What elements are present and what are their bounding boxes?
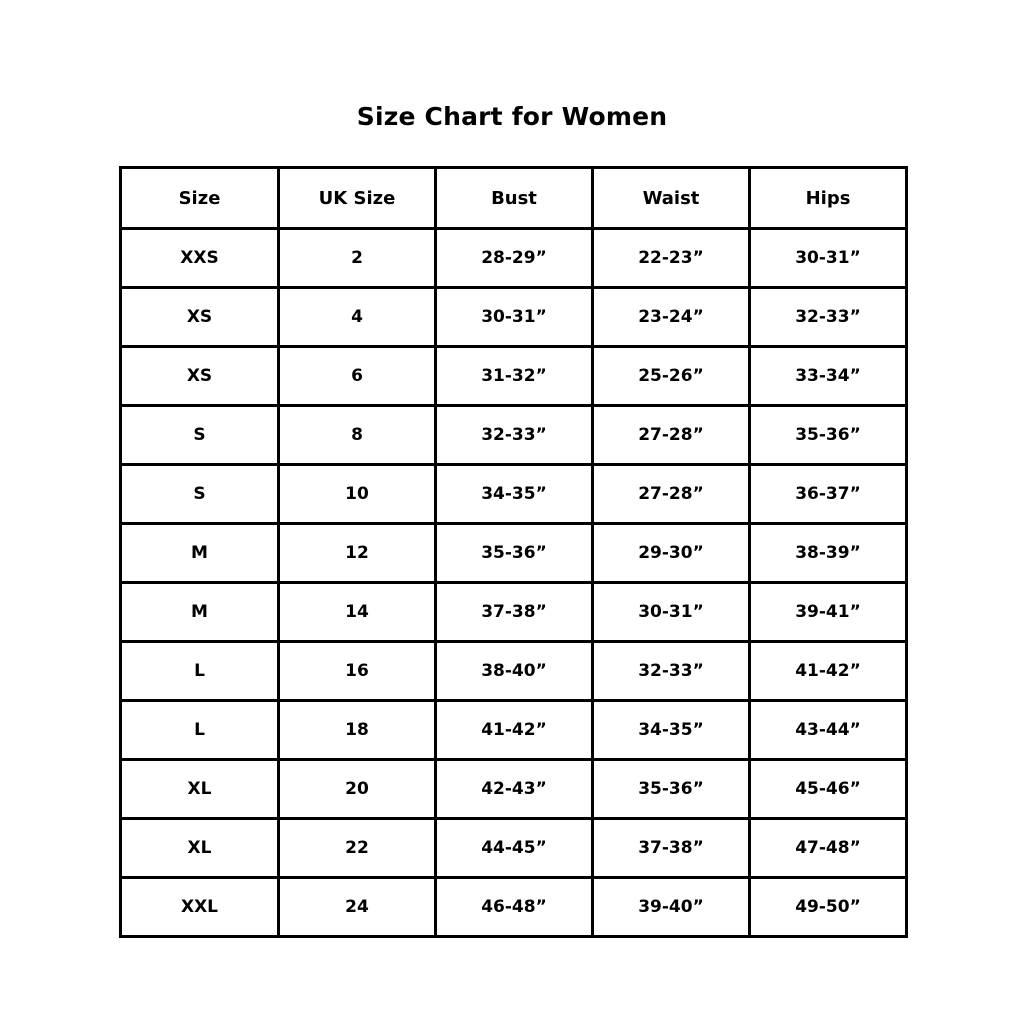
table-cell: 47-48”	[750, 819, 907, 878]
table-row	[121, 465, 907, 524]
table-cell: 35-36”	[436, 524, 593, 583]
page-title: Size Chart for Women	[356, 102, 668, 131]
table-cell: 45-46”	[750, 760, 907, 819]
table-cell: 35-36”	[750, 406, 907, 465]
table-cell: M	[121, 524, 279, 583]
table-cell: 12	[279, 524, 436, 583]
table-row	[121, 288, 907, 347]
column-header: Waist	[593, 168, 750, 229]
table-cell: 38-39”	[750, 524, 907, 583]
table-cell: 32-33”	[436, 406, 593, 465]
table-cell: 37-38”	[436, 583, 593, 642]
table-cell: 25-26”	[593, 347, 750, 406]
table-cell: XXS	[121, 229, 279, 288]
table-cell: 29-30”	[593, 524, 750, 583]
table-cell: 35-36”	[593, 760, 750, 819]
table-cell: 31-32”	[436, 347, 593, 406]
table-cell: XXL	[121, 878, 279, 937]
table-cell: 34-35”	[436, 465, 593, 524]
table-cell: 30-31”	[593, 583, 750, 642]
table-cell: 32-33”	[593, 642, 750, 701]
column-header: Size	[121, 168, 279, 229]
table-cell: 24	[279, 878, 436, 937]
table-row	[121, 878, 907, 937]
column-header: UK Size	[279, 168, 436, 229]
table-cell: 41-42”	[750, 642, 907, 701]
table-cell: 30-31”	[750, 229, 907, 288]
table-cell: 34-35”	[593, 701, 750, 760]
table-cell: XL	[121, 760, 279, 819]
table-cell: XS	[121, 347, 279, 406]
table-cell: XS	[121, 288, 279, 347]
table-cell: 49-50”	[750, 878, 907, 937]
table-cell: 6	[279, 347, 436, 406]
table-cell: S	[121, 406, 279, 465]
table-row	[121, 347, 907, 406]
table-cell: 43-44”	[750, 701, 907, 760]
table-cell: 46-48”	[436, 878, 593, 937]
table-cell: M	[121, 583, 279, 642]
table-cell: 4	[279, 288, 436, 347]
table-cell: 32-33”	[750, 288, 907, 347]
table-cell: 18	[279, 701, 436, 760]
size-chart-table-container	[119, 166, 905, 938]
table-cell: 30-31”	[436, 288, 593, 347]
table-row	[121, 642, 907, 701]
table-cell: 39-40”	[593, 878, 750, 937]
table-cell: 2	[279, 229, 436, 288]
table-cell: 23-24”	[593, 288, 750, 347]
table-cell: 28-29”	[436, 229, 593, 288]
table-cell: 27-28”	[593, 406, 750, 465]
table-cell: 8	[279, 406, 436, 465]
table-cell: 37-38”	[593, 819, 750, 878]
table-cell: XL	[121, 819, 279, 878]
table-header-row	[121, 168, 907, 229]
table-cell: 33-34”	[750, 347, 907, 406]
table-cell: 22	[279, 819, 436, 878]
table-row	[121, 524, 907, 583]
table-row	[121, 760, 907, 819]
table-cell: 36-37”	[750, 465, 907, 524]
size-chart-table	[119, 166, 908, 938]
table-cell: 44-45”	[436, 819, 593, 878]
table-cell: 14	[279, 583, 436, 642]
table-cell: 27-28”	[593, 465, 750, 524]
table-row	[121, 701, 907, 760]
table-cell: 38-40”	[436, 642, 593, 701]
column-header: Hips	[750, 168, 907, 229]
table-row	[121, 819, 907, 878]
table-cell: L	[121, 642, 279, 701]
table-cell: 41-42”	[436, 701, 593, 760]
table-row	[121, 229, 907, 288]
table-cell: 39-41”	[750, 583, 907, 642]
table-cell: 10	[279, 465, 436, 524]
table-cell: 20	[279, 760, 436, 819]
table-cell: S	[121, 465, 279, 524]
column-header: Bust	[436, 168, 593, 229]
table-row	[121, 583, 907, 642]
table-cell: L	[121, 701, 279, 760]
table-row	[121, 406, 907, 465]
table-cell: 16	[279, 642, 436, 701]
table-cell: 22-23”	[593, 229, 750, 288]
table-cell: 42-43”	[436, 760, 593, 819]
